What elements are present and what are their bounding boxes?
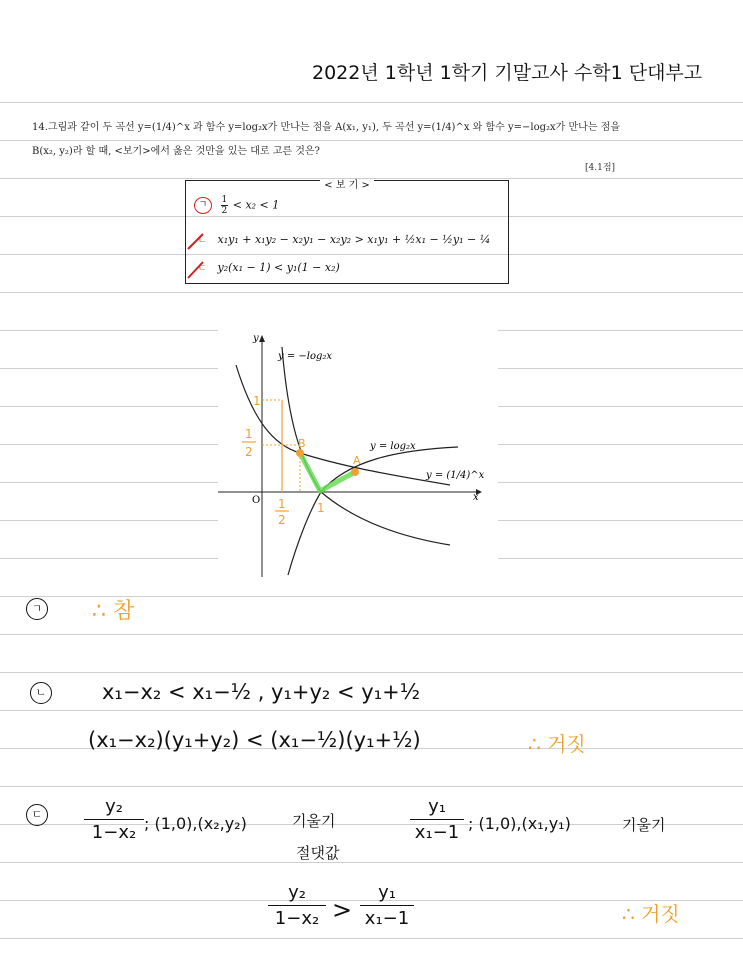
bogi-item-1: ㄱ $\frac{1}{2}$ < x₂ < 1 bbox=[194, 195, 279, 216]
label-neg-log: y = −log₂x bbox=[278, 351, 333, 362]
question-line-1: 14.그림과 같이 두 곡선 y=(1/4)^x 과 함수 y=log₂x가 만나는 점을 A(x₁, y₁), 두 곡선 y=(1/4)^x 와 함수 y=−log₂x가 만나는 점을 bbox=[32, 122, 620, 133]
note-3-text-b: ; (1,0),(x₁,y₁) bbox=[468, 814, 571, 833]
bogi-item-2-mark: ㄴ bbox=[197, 236, 207, 246]
bogi-title: < 보 기 > bbox=[320, 180, 374, 191]
note-3-frac-a-num: y₂ bbox=[84, 796, 144, 820]
x-axis-label: x bbox=[473, 492, 479, 503]
note-3-word-b: 기울기 bbox=[622, 816, 666, 834]
tick-half-x-den: 2 bbox=[278, 513, 286, 527]
note-3-ineq-left bbox=[268, 882, 326, 929]
origin-label: O bbox=[252, 495, 261, 506]
tick-one-x: 1 bbox=[317, 501, 325, 515]
note-3-frac-b bbox=[410, 796, 464, 843]
bogi-item-1-text: < x₂ < 1 bbox=[232, 198, 280, 212]
graph-figure bbox=[218, 325, 498, 580]
note-3-ineq-op: > bbox=[332, 896, 353, 924]
bogi-item-1-mark: ㄱ bbox=[194, 197, 212, 214]
note-3-text-a: ; (1,0),(x₂,y₂) bbox=[144, 814, 247, 833]
note-3-ineq-right-num: y₁ bbox=[360, 882, 414, 906]
label-exp: y = (1/4)^x bbox=[426, 470, 485, 481]
y-axis-label: y bbox=[253, 333, 259, 344]
cross-mark-2 bbox=[188, 234, 203, 249]
points-label: [4.1점] bbox=[585, 163, 616, 173]
note-3-conclusion: ∴ 거짓 bbox=[622, 902, 680, 926]
page-title: 2022년 1학년 1학기 기말고사 수학1 단대부고 bbox=[312, 62, 703, 84]
note-3-ineq-right-den: x₁−1 bbox=[364, 908, 410, 929]
cross-mark-3 bbox=[188, 262, 203, 278]
note-3-ineq-right bbox=[360, 882, 414, 929]
label-log: y = log₂x bbox=[370, 441, 416, 452]
tick-half-x-num: 1 bbox=[278, 497, 286, 511]
note-2-mark: ㄴ bbox=[30, 682, 52, 704]
note-2-conclusion: ∴ 거짓 bbox=[528, 732, 586, 756]
bogi-item-3-mark: ㄷ bbox=[197, 264, 207, 274]
note-3-frac-a bbox=[84, 796, 144, 843]
note-3-ineq-left-den: 1−x₂ bbox=[274, 908, 320, 929]
tick-half-y-num: 1 bbox=[245, 427, 253, 441]
note-3-ineq-left-num: y₂ bbox=[268, 882, 326, 906]
note-3-frac-a-den: 1−x₂ bbox=[91, 822, 137, 843]
tick-one-y: 1 bbox=[253, 394, 261, 408]
note-1-conclusion: ∴ 참 bbox=[92, 599, 135, 624]
note-3-frac-b-num: y₁ bbox=[410, 796, 464, 820]
note-3-frac-b-den: x₁−1 bbox=[414, 822, 460, 843]
note-1-mark: ㄱ bbox=[26, 598, 48, 620]
point-A-label: A bbox=[353, 454, 361, 467]
point-B-label: B bbox=[298, 437, 306, 450]
bogi-item-3-text: y₂(x₁ − 1) < y₁(1 − x₂) bbox=[217, 261, 340, 274]
note-2-line-2: (x₁−x₂)(y₁+y₂) < (x₁−½)(y₁+½) bbox=[88, 728, 421, 752]
point-B-marker bbox=[296, 449, 304, 457]
tick-half-y-den: 2 bbox=[245, 445, 253, 459]
bogi-item-2-text: x₁y₁ + x₁y₂ − x₂y₁ − x₂y₂ > x₁y₁ + ½x₁ − ½y₁ − ¼ bbox=[217, 233, 491, 246]
note-2-line-1: x₁−x₂ < x₁−½ , y₁+y₂ < y₁+½ bbox=[102, 680, 421, 704]
note-3-word-a1: 기울기 bbox=[292, 812, 336, 830]
note-3-word-a2: 절댓값 bbox=[296, 844, 340, 862]
question-line-2: B(x₂, y₂)라 할 때, <보기>에서 옳은 것만을 있는 대로 고른 것은? bbox=[32, 146, 320, 157]
note-3-mark: ㄷ bbox=[26, 804, 48, 826]
point-A-marker bbox=[351, 468, 359, 476]
